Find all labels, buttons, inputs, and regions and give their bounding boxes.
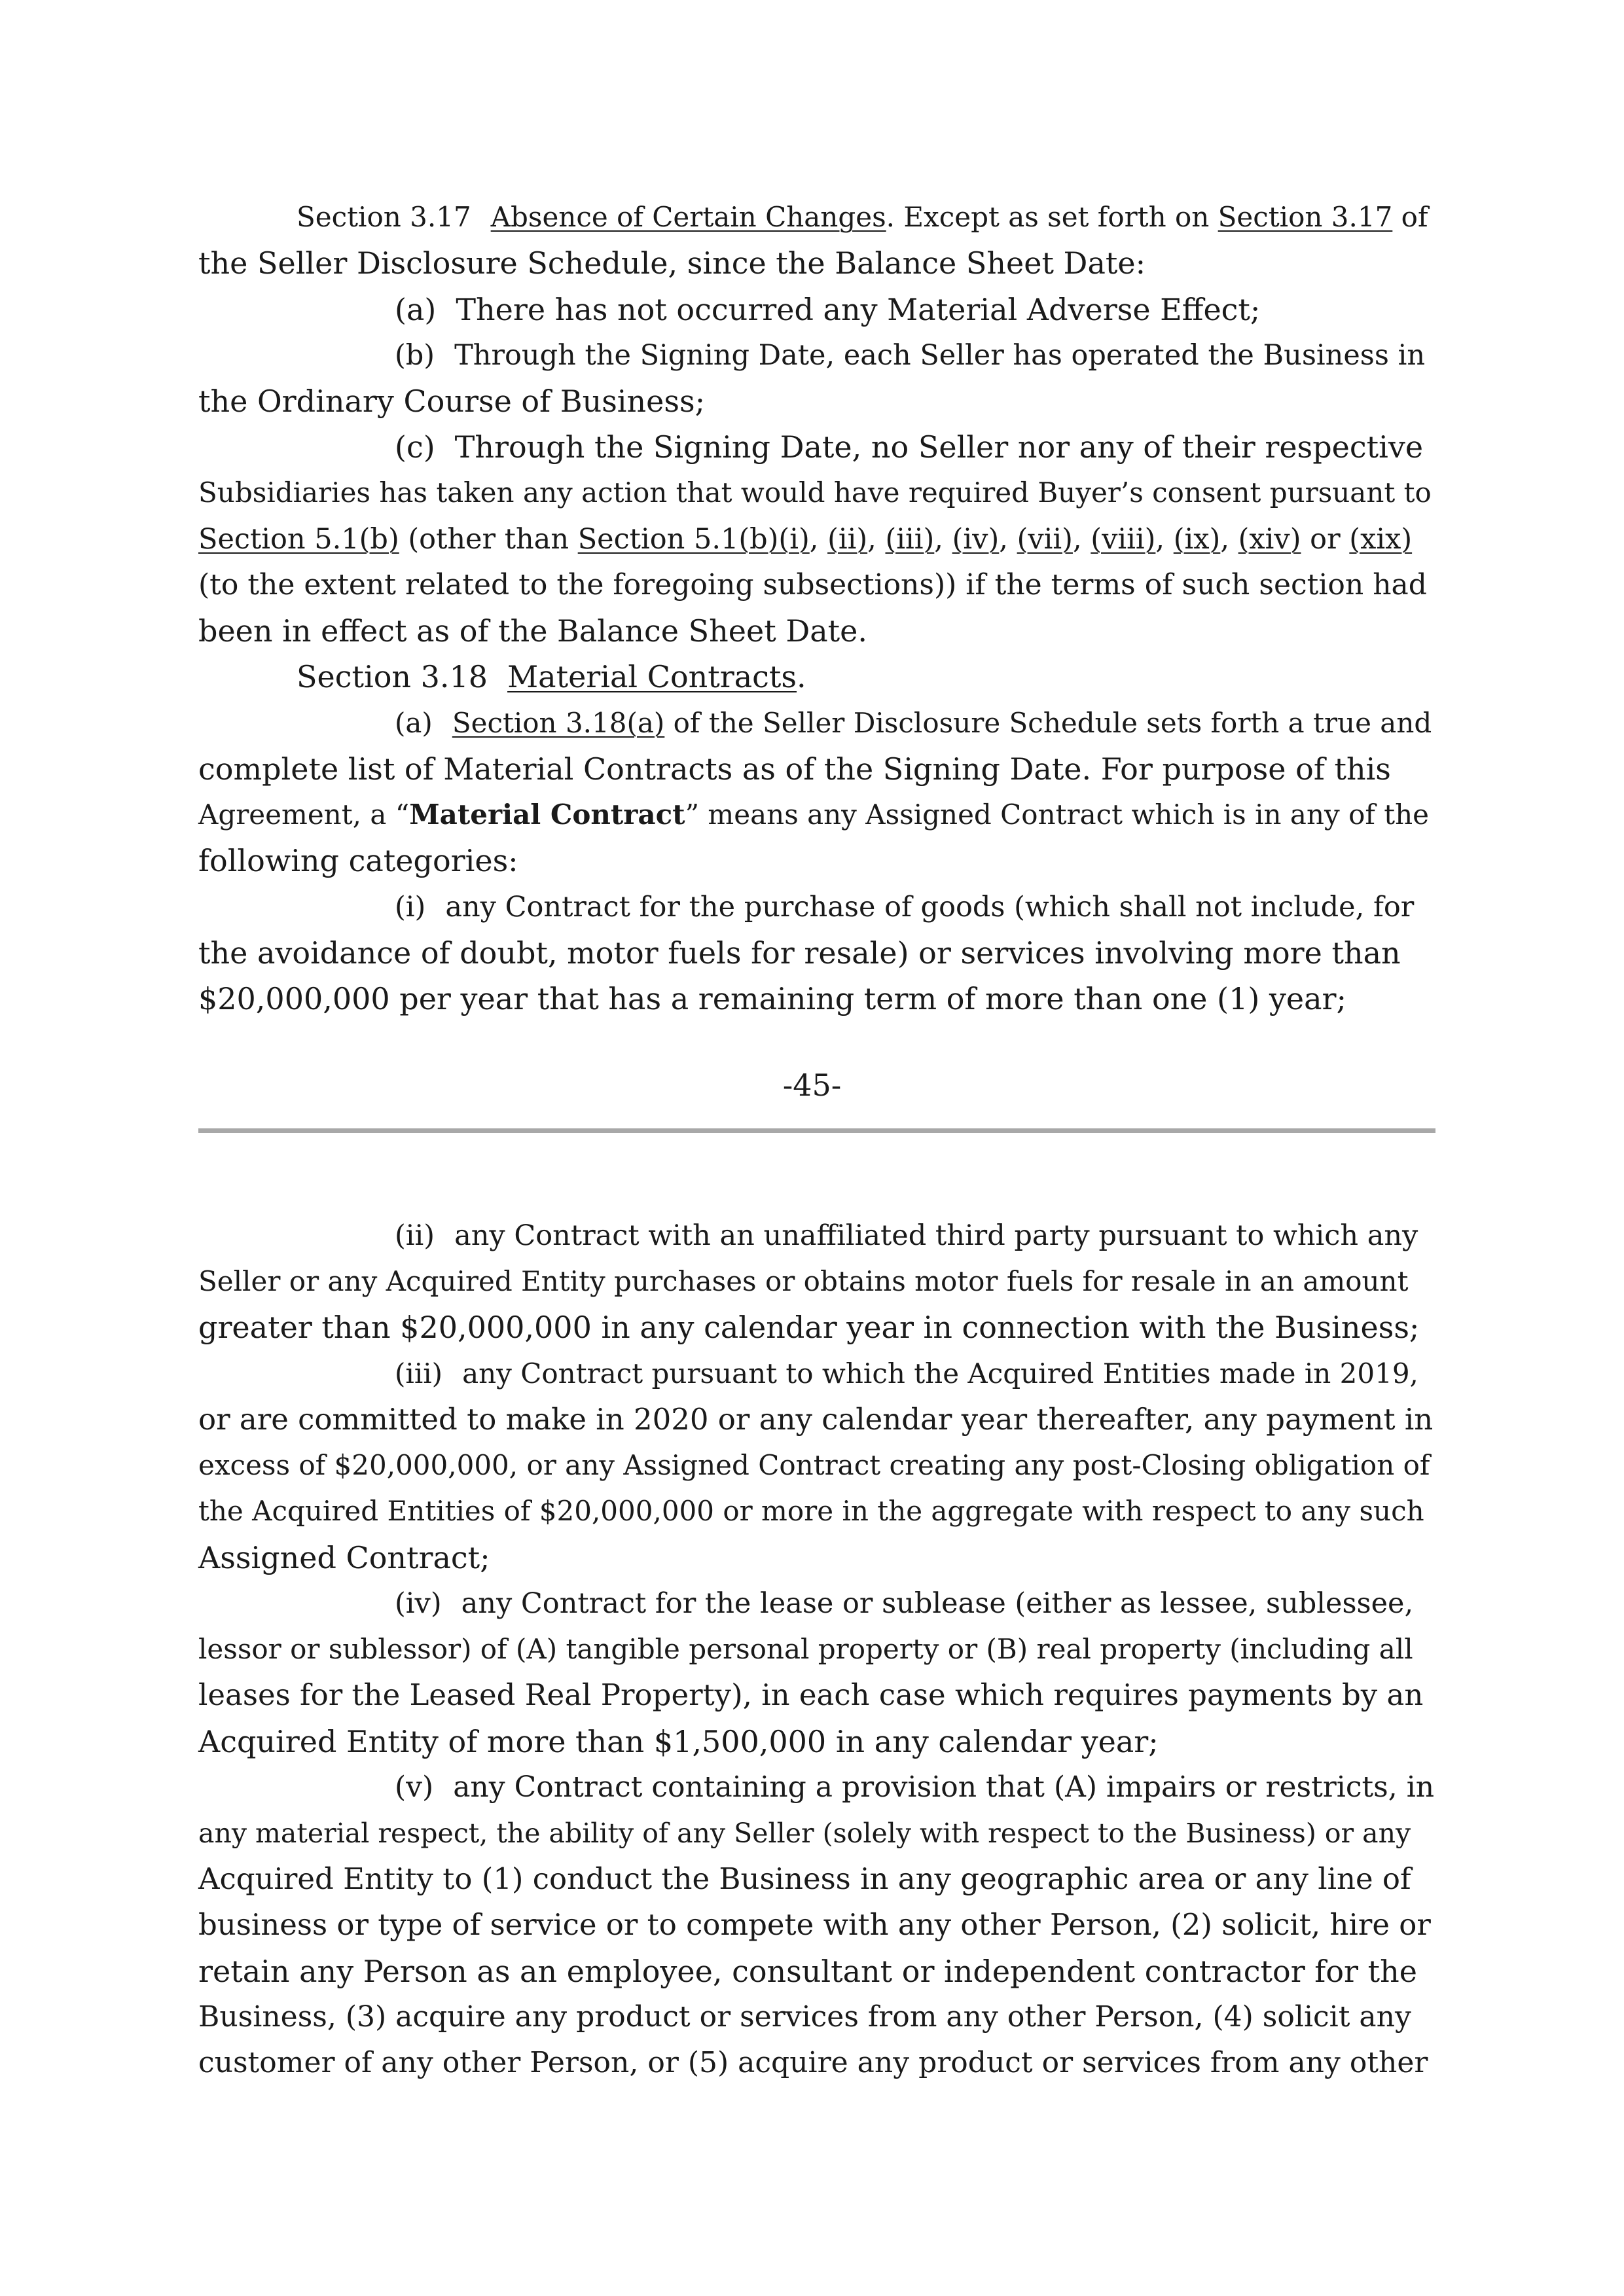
body-text: of xyxy=(1392,201,1428,233)
cross-reference: (iii) xyxy=(885,523,935,556)
text-line: excess of $20,000,000, or any Assigned Contract creating any post-Closing obligation of xyxy=(198,1449,1430,1481)
text-line: business or type of service or to compete with any other Person, (2) solicit, hire or xyxy=(198,1907,1431,1942)
item-iii xyxy=(395,1351,1435,1397)
punctuation: . xyxy=(797,659,806,694)
page-number: -45- xyxy=(782,1067,842,1103)
clause-a xyxy=(395,287,1435,332)
item-ii xyxy=(395,1213,1435,1259)
text-line: complete list of Material Contracts as of the Signing Date. For purpose of this xyxy=(198,751,1391,787)
separator: , xyxy=(867,523,886,556)
text-line: Acquired Entity of more than $1,500,000 in any calendar year; xyxy=(198,1724,1159,1759)
text-line: the avoidance of doubt, motor fuels for resale) or services involving more than xyxy=(198,935,1401,971)
body-text: (other than xyxy=(399,523,578,556)
cross-reference: (viii) xyxy=(1091,523,1156,556)
separator: , xyxy=(934,523,952,556)
item-i xyxy=(395,884,1435,930)
separator: , xyxy=(1072,523,1091,556)
text-line: (to the extent related to the foregoing subsections)) if the terms of such section had xyxy=(198,568,1427,601)
item-text: any Contract pursuant to which the Acquired Entities made in 2019, xyxy=(462,1357,1418,1390)
section-3-18-heading-line xyxy=(297,654,1435,700)
defined-term: Material Contract xyxy=(409,798,685,831)
section-3-17-heading-line xyxy=(297,194,1435,240)
cross-reference: (iv) xyxy=(952,523,1000,556)
cross-reference: (xiv) xyxy=(1238,523,1301,556)
item-label: (iv) xyxy=(395,1587,442,1620)
cross-reference-line xyxy=(198,516,1435,562)
text-line: Business, (3) acquire any product or services from any other Person, (4) solicit any xyxy=(198,2000,1411,2034)
item-text: any Contract for the lease or sublease (either as lessee, sublessee, xyxy=(461,1587,1414,1620)
clause-label: (a) xyxy=(395,707,433,739)
item-text: any Contract with an unaffiliated third party pursuant to which any xyxy=(454,1219,1418,1252)
section-title: Absence of Certain Changes xyxy=(490,201,886,233)
separator: , xyxy=(809,523,828,556)
clause-text: There has not occurred any Material Adverse Effect; xyxy=(456,292,1261,327)
body-text: ” means any Assigned Contract which is in any of the xyxy=(685,798,1430,831)
text-line: the Acquired Entities of $20,000,000 or more in the aggregate with respect to any such xyxy=(198,1495,1424,1527)
text-line: following categories: xyxy=(198,843,518,878)
separator: , xyxy=(999,523,1017,556)
cross-reference: Section 3.17 xyxy=(1218,201,1393,233)
text-line: lessor or sublessor) of (A) tangible personal property or (B) real property (including all xyxy=(198,1633,1413,1665)
text-line: Assigned Contract; xyxy=(198,1540,490,1575)
cross-reference: (ii) xyxy=(827,523,868,556)
clause-3-18-a xyxy=(395,700,1435,746)
clause-label: (c) xyxy=(395,429,435,465)
section-number: Section 3.18 xyxy=(297,659,488,694)
item-text: any Contract for the purchase of goods (which shall not include, for xyxy=(445,891,1415,924)
cross-reference: (ix) xyxy=(1173,523,1221,556)
section-title: Material Contracts xyxy=(507,659,797,694)
item-label: (i) xyxy=(395,891,426,924)
clause-c xyxy=(395,424,1435,470)
text-line: customer of any other Person, or (5) acquire any product or services from any other xyxy=(198,2046,1428,2079)
page-separator xyxy=(198,1128,1435,1133)
cross-reference: Section 3.18(a) xyxy=(452,707,665,739)
text-line: the Ordinary Course of Business; xyxy=(198,384,706,419)
clause-text: Through the Signing Date, no Seller nor any of their respective xyxy=(454,429,1424,465)
item-v xyxy=(395,1765,1435,1810)
item-text: any Contract containing a provision that (A) impairs or restricts, in xyxy=(453,1770,1435,1804)
separator: , xyxy=(1155,523,1174,556)
clause-b xyxy=(395,332,1435,378)
item-label: (v) xyxy=(395,1770,434,1804)
text-line: leases for the Leased Real Property), in each case which requires payments by an xyxy=(198,1677,1424,1712)
cross-reference: Section 5.1(b)(i) xyxy=(577,523,810,556)
text-line: Subsidiaries has taken any action that would have required Buyer’s consent pursuant to xyxy=(198,476,1432,509)
section-number: Section 3.17 xyxy=(297,201,471,233)
cross-reference: Section 5.1(b) xyxy=(198,523,399,556)
text-line: or are committed to make in 2020 or any calendar year thereafter, any payment in xyxy=(198,1402,1434,1437)
clause-label: (b) xyxy=(395,339,435,372)
item-label: (ii) xyxy=(395,1219,435,1252)
text-line: greater than $20,000,000 in any calendar year in connection with the Business; xyxy=(198,1310,1420,1345)
text-line: any material respect, the ability of any Seller (solely with respect to the Business) or any xyxy=(198,1818,1411,1849)
text-line: Acquired Entity to (1) conduct the Business in any geographic area or any line of xyxy=(198,1861,1411,1896)
text-line: Seller or any Acquired Entity purchases or obtains motor fuels for resale in an amount xyxy=(198,1265,1409,1297)
clause-text: of the Seller Disclosure Schedule sets forth a true and xyxy=(664,707,1432,739)
body-text: . Except as set forth on xyxy=(886,201,1218,233)
clause-text: Through the Signing Date, each Seller has operated the Business in xyxy=(454,339,1426,372)
item-iv xyxy=(395,1581,1435,1626)
body-text: Agreement, a “ xyxy=(198,798,410,831)
cross-reference: (vii) xyxy=(1017,523,1073,556)
text-line: retain any Person as an employee, consultant or independent contractor for the xyxy=(198,1954,1417,1989)
clause-label: (a) xyxy=(395,292,437,327)
cross-reference: (xix) xyxy=(1349,523,1413,556)
separator: , xyxy=(1220,523,1238,556)
definition-line xyxy=(198,792,1435,838)
text-line: been in effect as of the Balance Sheet Date. xyxy=(198,613,867,649)
text-line: $20,000,000 per year that has a remaining term of more than one (1) year; xyxy=(198,981,1347,1016)
text-line: the Seller Disclosure Schedule, since the Balance Sheet Date: xyxy=(198,245,1146,281)
item-label: (iii) xyxy=(395,1357,443,1390)
body-text: or xyxy=(1301,523,1350,556)
